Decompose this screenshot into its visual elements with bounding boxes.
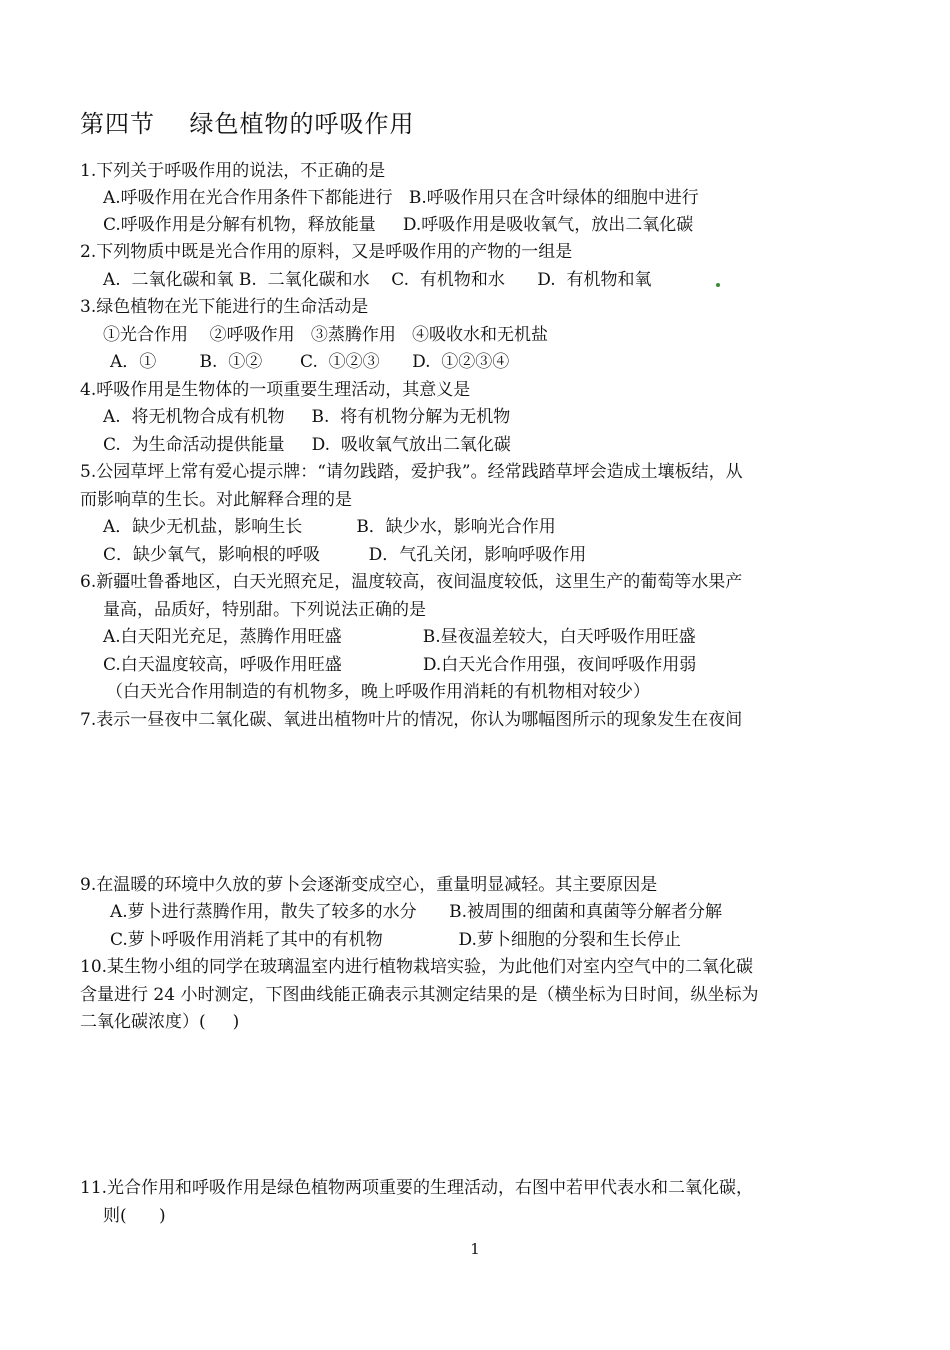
green-dot-mark: [716, 283, 720, 287]
question-3-options: A．① B. ①② C. ①②③ D. ①②③④: [110, 352, 510, 372]
question-9-options-cd: C.萝卜呼吸作用消耗了其中的有机物 D.萝卜细胞的分裂和生长停止: [110, 930, 681, 950]
question-5-stem-cont: 而影响草的生长。对此解释合理的是: [80, 490, 352, 510]
page-number: 1: [470, 1240, 480, 1258]
question-10-stem: 10.某生物小组的同学在玻璃温室内进行植物栽培实验，为此他们对室内空气中的二氧化碳: [80, 957, 754, 977]
question-6-explanation: （白天光合作用制造的有机物多，晚上呼吸作用消耗的有机物相对较少）: [106, 682, 650, 702]
question-3-stem: 3.绿色植物在光下能进行的生命活动是: [80, 297, 369, 317]
question-11-stem-cont: 则( ): [103, 1206, 166, 1226]
question-1-stem: 1.下列关于呼吸作用的说法，不正确的是: [80, 161, 386, 181]
question-6-stem: 6.新疆吐鲁番地区，白天光照充足，温度较高，夜间温度较低，这里生产的葡萄等水果产: [80, 572, 743, 592]
question-2-stem: 2.下列物质中既是光合作用的原料，又是呼吸作用的产物的一组是: [80, 242, 573, 262]
question-1-options-cd: C.呼吸作用是分解有机物，释放能量 D.呼吸作用是吸收氧气，放出二氧化碳: [103, 215, 694, 235]
question-5-options-cd: C．缺少氧气，影响根的呼吸 D．气孔关闭，影响呼吸作用: [103, 545, 587, 565]
question-5-options-ab: A．缺少无机盐，影响生长 B．缺少水，影响光合作用: [103, 517, 556, 537]
question-4-stem: 4.呼吸作用是生物体的一项重要生理活动，其意义是: [80, 380, 471, 400]
question-1-options-ab: A.呼吸作用在光合作用条件下都能进行 B.呼吸作用只在含叶绿体的细胞中进行: [103, 188, 699, 208]
question-10-stem-cont: 含量进行 24 小时测定，下图曲线能正确表示其测定结果的是（横坐标为日时间，纵坐标为: [80, 985, 759, 1005]
question-5-stem: 5.公园草坪上常有爱心提示牌：“请勿践踏，爱护我”。经常践踏草坪会造成土壤板结，从: [80, 462, 743, 482]
question-9-stem: 9.在温暖的环境中久放的萝卜会逐渐变成空心，重量明显减轻。其主要原因是: [80, 875, 658, 895]
question-6-stem-cont: 量高，品质好，特别甜。下列说法正确的是: [103, 600, 426, 620]
question-6-options-ab: A.白天阳光充足，蒸腾作用旺盛 B.昼夜温差较大，白天呼吸作用旺盛: [103, 627, 696, 647]
question-10-stem-end: 二氧化碳浓度）( ): [80, 1012, 240, 1032]
question-7-stem: 7.表示一昼夜中二氧化碳、氧进出植物叶片的情况，你认为哪幅图所示的现象发生在夜间: [80, 710, 743, 730]
question-9-options-ab: A.萝卜进行蒸腾作用，散失了较多的水分 B.被周围的细菌和真菌等分解者分解: [110, 902, 722, 922]
section-title: 第四节 绿色植物的呼吸作用: [80, 110, 415, 138]
question-2-options: A. 二氧化碳和氧 B. 二氧化碳和水 C. 有机物和水 D. 有机物和氧: [103, 270, 652, 290]
question-11-stem: 11.光合作用和呼吸作用是绿色植物两项重要的生理活动，右图中若甲代表水和二氧化碳，: [80, 1178, 754, 1198]
question-4-options-ab: A. 将无机物合成有机物 B. 将有机物分解为无机物: [103, 407, 511, 427]
question-3-items: ①光合作用 ②呼吸作用 ③蒸腾作用 ④吸收水和无机盐: [103, 325, 549, 345]
question-4-options-cd: C. 为生命活动提供能量 D. 吸收氧气放出二氧化碳: [103, 435, 511, 455]
question-6-options-cd: C.白天温度较高，呼吸作用旺盛 D.白天光合作用强，夜间呼吸作用弱: [103, 655, 697, 675]
